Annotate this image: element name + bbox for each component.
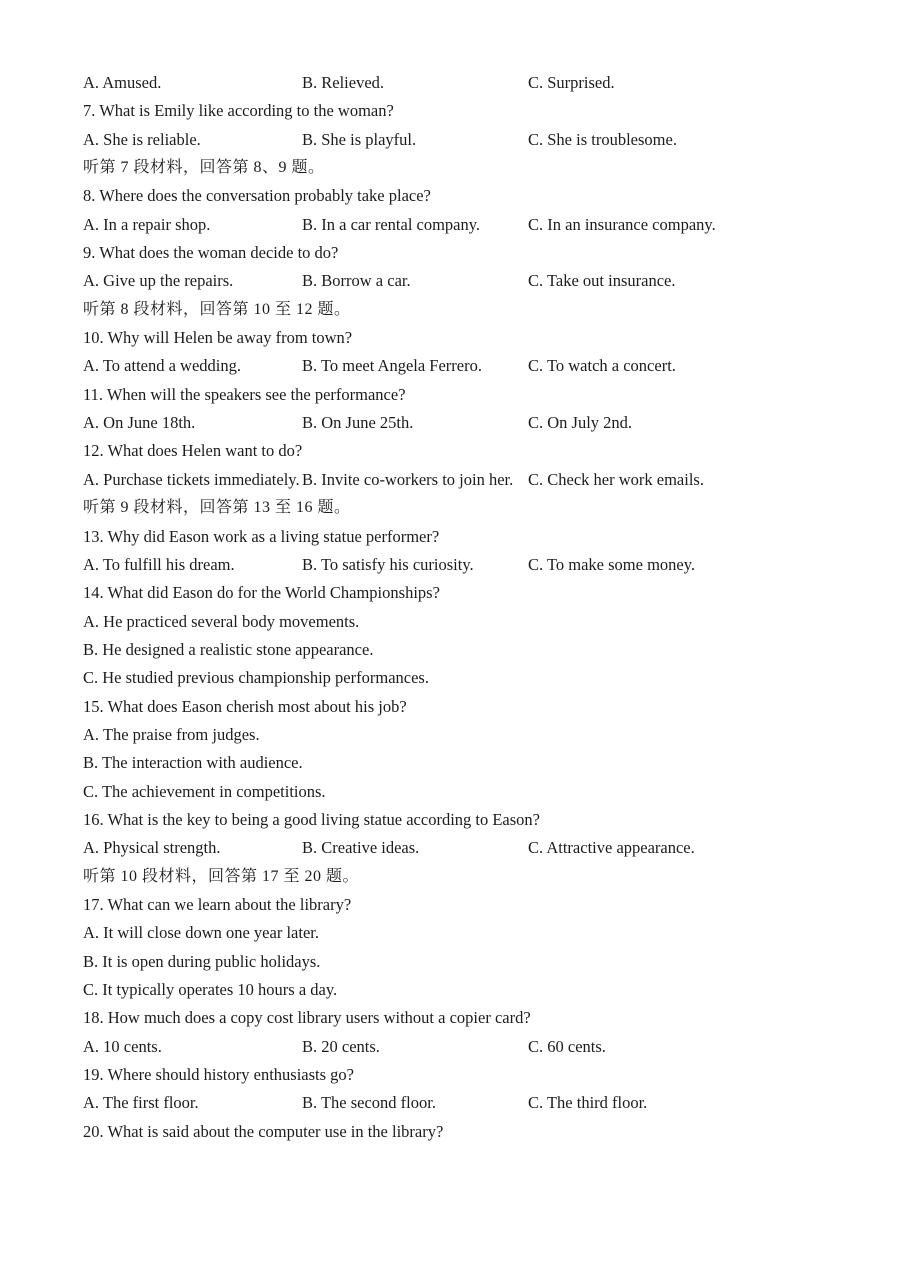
question-row (83, 1061, 870, 1089)
options-row (83, 211, 870, 239)
option-a: A. She is reliable. (83, 129, 201, 149)
question-text: 12. What does Helen want to do? (83, 441, 303, 461)
option-a: A. To attend a wedding. (83, 356, 242, 376)
option-a: A. To fulfill his dream. (83, 554, 235, 574)
option-c: C. Check her work emails. (528, 469, 704, 489)
option-row (83, 608, 870, 636)
options-row (83, 1089, 870, 1117)
question-row (83, 437, 870, 465)
option-text: A. The praise from judges. (83, 724, 260, 744)
option-c: C. In an insurance company. (528, 214, 716, 234)
options-row (83, 466, 870, 494)
option-a: A. Amused. (83, 73, 162, 92)
question-row (83, 182, 870, 210)
option-c: C. 60 cents. (528, 1036, 606, 1056)
option-text: C. He studied previous championship performances. (83, 668, 429, 688)
section-row (83, 863, 870, 891)
question-text: 17. What can we learn about the library? (83, 894, 352, 914)
question-text: 7. What is Emily like according to the woman? (83, 101, 394, 121)
section-text: 听第 8 段材料，回答第 10 至 12 题。 (83, 300, 351, 318)
option-row (83, 948, 870, 976)
options-row (83, 267, 870, 295)
question-text: 15. What does Eason cherish most about his job? (83, 696, 407, 716)
question-text: 19. Where should history enthusiasts go? (83, 1065, 354, 1085)
option-b: B. The second floor. (302, 1093, 436, 1113)
option-c: C. To make some money. (528, 554, 696, 574)
option-a: A. Purchase tickets immediately. (83, 469, 300, 489)
option-row (83, 636, 870, 664)
options-row (83, 551, 870, 579)
option-c: C. Take out insurance. (528, 271, 676, 291)
question-row (83, 523, 870, 551)
question-row (83, 891, 870, 919)
option-b: B. Creative ideas. (302, 838, 420, 858)
option-row (83, 749, 870, 777)
options-row (83, 69, 870, 97)
question-row (83, 324, 870, 352)
option-row (83, 721, 870, 749)
question-text: 16. What is the key to being a good living statue according to Eason? (83, 809, 541, 829)
option-b: B. Invite co-workers to join her. (302, 469, 514, 489)
section-text: 听第 7 段材料，回答第 8、9 题。 (83, 159, 325, 177)
option-b: B. In a car rental company. (302, 214, 481, 234)
option-text: B. The interaction with audience. (83, 753, 303, 773)
option-b: B. On June 25th. (302, 413, 414, 433)
options-row (83, 1033, 870, 1061)
question-row (83, 239, 870, 267)
option-b: B. To satisfy his curiosity. (302, 554, 474, 574)
option-c: C. Attractive appearance. (528, 838, 695, 858)
question-text: 20. What is said about the computer use in the library? (83, 1121, 444, 1141)
option-text: A. It will close down one year later. (83, 923, 319, 943)
question-row (83, 693, 870, 721)
section-row (83, 296, 870, 324)
option-c: C. On July 2nd. (528, 413, 633, 433)
section-text: 听第 9 段材料，回答第 13 至 16 题。 (83, 499, 351, 517)
option-b: B. 20 cents. (302, 1036, 380, 1056)
option-row (83, 778, 870, 806)
option-text: B. He designed a realistic stone appearance. (83, 639, 374, 659)
option-text: A. He practiced several body movements. (83, 611, 360, 631)
option-row (83, 664, 870, 692)
option-text: C. It typically operates 10 hours a day. (83, 980, 338, 999)
option-a: A. Give up the repairs. (83, 271, 234, 291)
question-text: 10. Why will Helen be away from town? (83, 328, 353, 348)
option-a: A. Physical strength. (83, 838, 221, 858)
question-row (83, 97, 870, 125)
option-c: C. The third floor. (528, 1093, 648, 1113)
option-c: C. Surprised. (528, 73, 615, 92)
options-row (83, 834, 870, 862)
option-a: A. On June 18th. (83, 413, 196, 433)
option-a: A. The first floor. (83, 1093, 199, 1113)
question-text: 18. How much does a copy cost library users without a copier card? (83, 1008, 531, 1028)
question-text: 11. When will the speakers see the performance? (83, 384, 406, 404)
option-a: A. In a repair shop. (83, 214, 211, 234)
section-row (83, 494, 870, 522)
option-b: B. Relieved. (302, 73, 385, 92)
option-a: A. 10 cents. (83, 1036, 162, 1056)
question-row (83, 1004, 870, 1032)
option-c: C. She is troublesome. (528, 129, 677, 149)
section-text: 听第 10 段材料，回答第 17 至 20 题。 (83, 867, 360, 885)
options-row (83, 409, 870, 437)
option-b: B. Borrow a car. (302, 271, 411, 291)
question-row (83, 806, 870, 834)
option-b: B. To meet Angela Ferrero. (302, 356, 482, 376)
options-row (83, 352, 870, 380)
option-b: B. She is playful. (302, 129, 417, 149)
question-row (83, 1118, 870, 1146)
question-text: 14. What did Eason do for the World Championships? (83, 583, 440, 603)
options-row (83, 126, 870, 154)
option-c: C. To watch a concert. (528, 356, 676, 376)
question-text: 13. Why did Eason work as a living statue performer? (83, 526, 440, 546)
option-row (83, 919, 870, 947)
question-row (83, 579, 870, 607)
option-row (83, 976, 870, 1004)
question-row (83, 381, 870, 409)
option-text: B. It is open during public holidays. (83, 951, 321, 971)
section-row (83, 154, 870, 182)
question-text: 8. Where does the conversation probably take place? (83, 186, 431, 206)
question-text: 9. What does the woman decide to do? (83, 243, 339, 263)
option-text: C. The achievement in competitions. (83, 781, 326, 801)
